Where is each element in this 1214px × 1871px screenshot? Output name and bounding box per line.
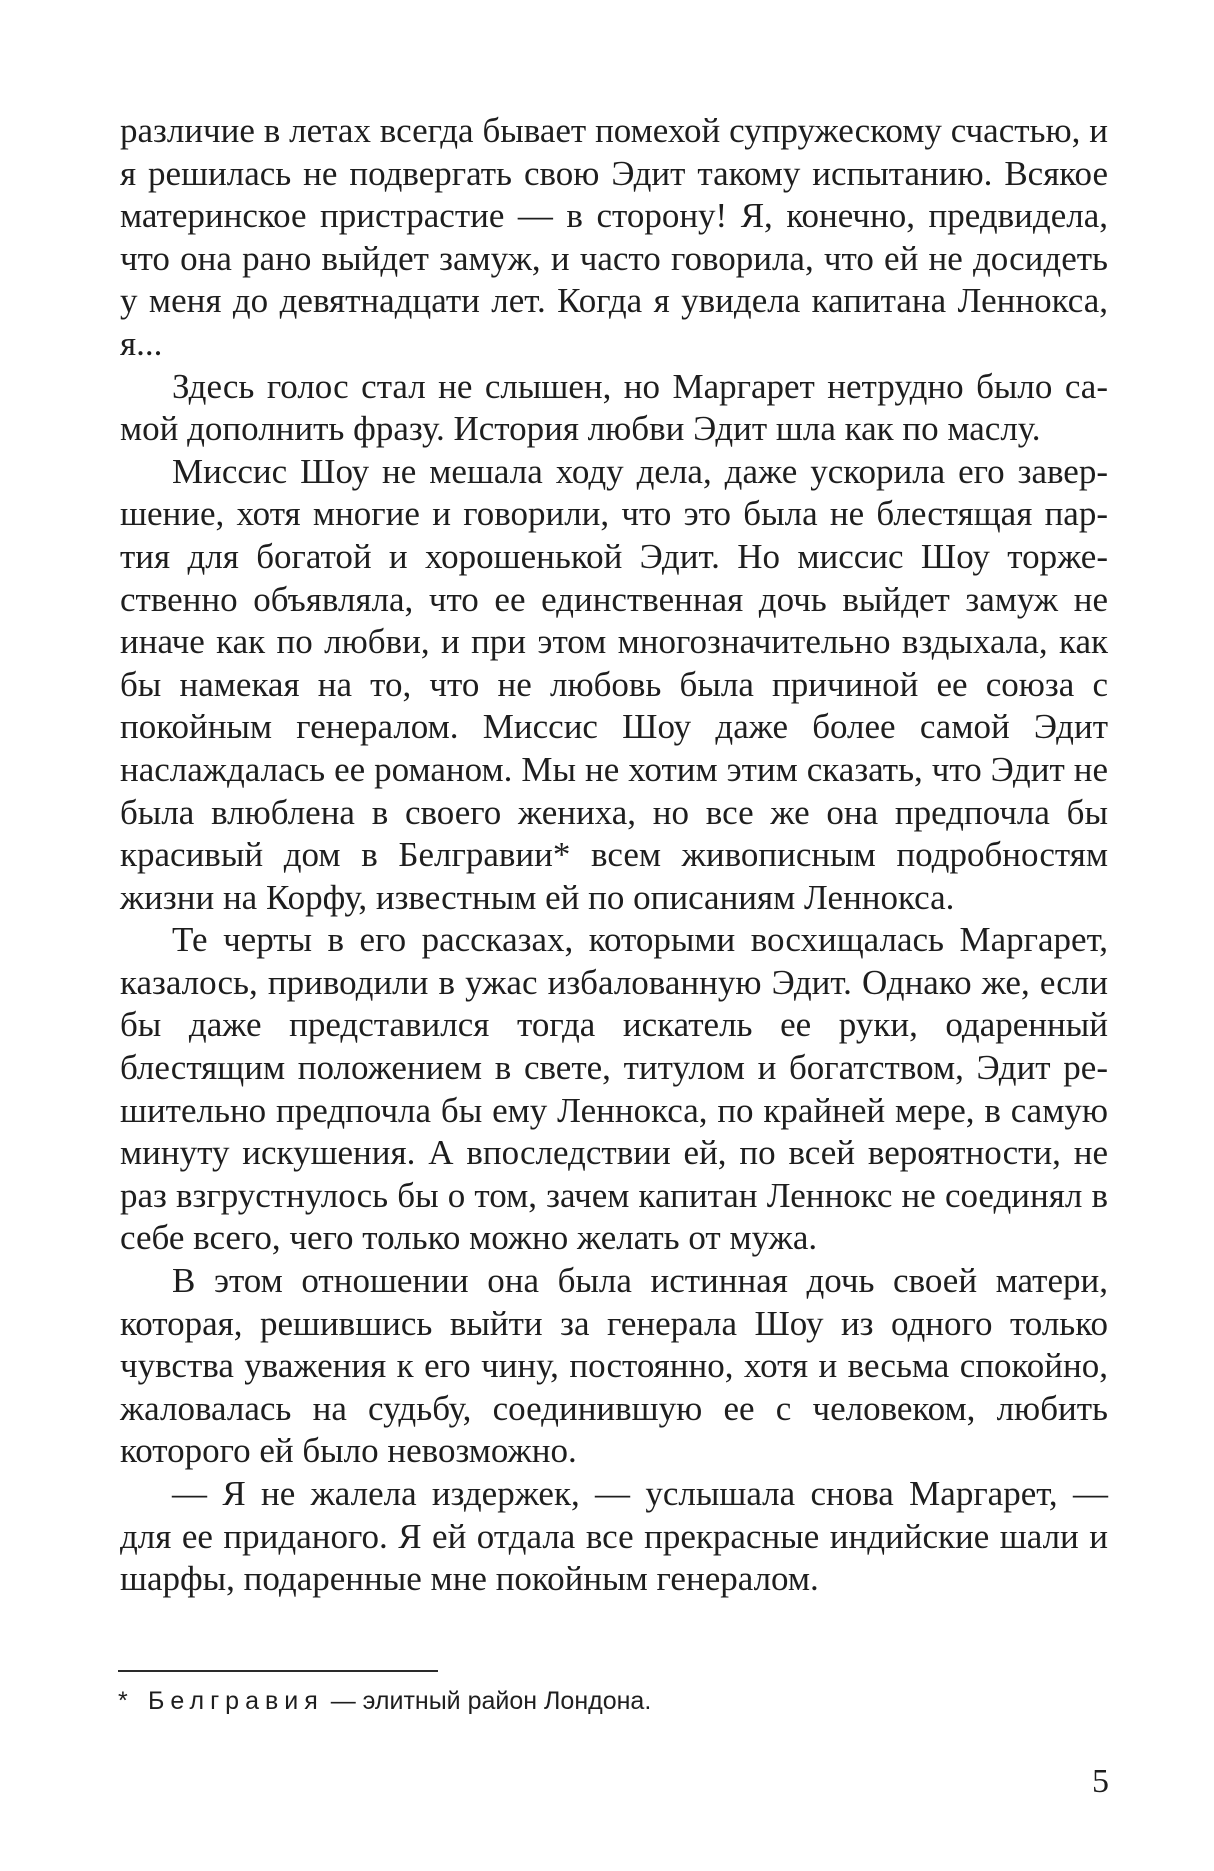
paragraph-5: В этом отношении она была истинная дочь своей матери, которая, решившись выйти за генерала Шоу из одного только чувства уважения к его чину, постоянно, хотя и весьма спокойно, жаловалась на судьбу, соединившую ее с человеком, любить которого ей было невозможно. — [120, 1261, 1108, 1471]
body-text — [120, 110, 1108, 1601]
footnote — [118, 1684, 1098, 1718]
footnote-term: Белгравия — [148, 1687, 324, 1715]
footnote-text: — элитный район Лондона. — [330, 1687, 652, 1715]
paragraph-4: Те черты в его рассказах, которыми восхищалась Маргарет, казалось, приводили в ужас избалованную Эдит. Однако же, если бы даже представился тогда искатель ее руки, одаренный блестящим положением в свете, титулом и богатством, Эдит решительно предпочла бы ему Леннокса, по крайней мере, в самую минуту искушения. А впоследствии ей, по всей вероятности, не раз взгрустнулось бы о том, зачем капитан Леннокс не соединял в себе всего, чего только можно желать от мужа. — [120, 920, 1108, 1258]
page-number: 5 — [1092, 1763, 1109, 1800]
footnote-marker: * — [118, 1687, 128, 1715]
paragraph-2: Здесь голос стал не слышен, но Маргарет нетрудно было самой дополнить фразу. История любви Эдит шла как по маслу. — [120, 366, 1108, 449]
paragraph-3: Миссис Шоу не мешала ходу дела, даже ускорила его завершение, хотя многие и говорили, что это была не блестящая партия для богатой и хорошенькой Эдит. Но миссис Шоу торжественно объявляла, что ее единственная дочь выйдет замуж не иначе как по любви, и при этом многозначительно вздыхала, как бы намекая на то, что не любовь была причиной ее союза с покойным генералом. Миссис Шоу даже более самой Эдит наслаждалась ее романом. Мы не хотим этим сказать, что Эдит не была влюблена в своего жениха, но все же она предпочла бы красивый дом в Белгравии* всем живописным подробностям жизни на Корфу, известным ей по описаниям Леннокса. — [120, 451, 1108, 917]
footnote-divider — [118, 1670, 438, 1672]
paragraph-1: различие в летах всегда бывает помехой супружескому счастью, и я решилась не подвергать свою Эдит такому испытанию. Всякое материнское пристрастие — в сторону! Я, конечно, предвидела, что она рано выйдет замуж, и часто говорила, что ей не досидеть у меня до девятнадцати лет. Когда я увидела капитана Леннокса, я... — [120, 111, 1108, 363]
paragraph-6: — Я не жалела издержек, — услышала снова Маргарет, — для ее приданого. Я ей отдала все прекрасные индийские шали и шарфы, подаренные мне покойным генералом. — [120, 1474, 1108, 1599]
